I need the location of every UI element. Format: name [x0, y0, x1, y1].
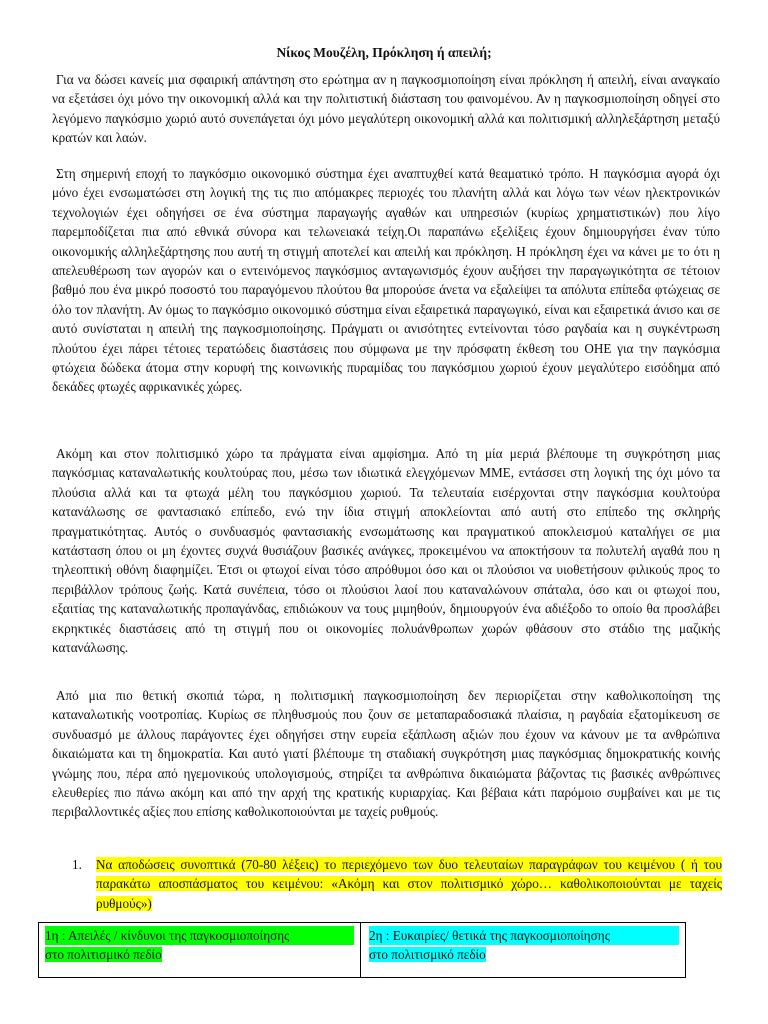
- question-text-block: [96, 855, 722, 913]
- opportunities-highlight: Ευκαιρίες/ θετικά: [392, 928, 487, 943]
- threats-rest: της παγκοσμιοποίησης: [165, 928, 290, 943]
- table-cell-opportunities: [361, 923, 685, 977]
- threats-line-2: στο πολιτισμικό πεδίο: [45, 947, 162, 962]
- opportunities-line-2: στο πολιτισμικό πεδίο: [369, 947, 486, 962]
- threats-line-1: [45, 926, 354, 945]
- opportunities-rest: της παγκοσμιοποίησης: [486, 928, 610, 943]
- paragraph-4: Από μια πιο θετική σκοπιά τώρα, η πολιτισμική παγκοσμιοποίηση δεν περιορίζεται στην καθολικοποίηση της καταναλωτικής νοοτροπίας. Κυρίως σε πληθυσμούς που ζουν σε μεταπαραδοσιακά πλαίσια, η ραγδαία εξατομίκευση σε συνδυασμό με άλλους παράγοντες έχει οδηγήσει στην ευρεία εξάπλωση αξιών που έχουν να κάνουν με τα ανθρώπινα δικαιώματα και τη δημοκρατία. Και αυτό γιατί βλέπουμε τη σταδιακή συγκρότηση μιας παγκόσμιας δημοκρατικής κοινής γνώμης που, πέρα από ηγεμονικούς υπολογισμούς, στηρίζει τα ανθρώπινα δικαιώματα βάζοντας τις βασικές ανθρώπινες ελευθερίες πιο πάνω ακόμη και από την αρχή της κρατικής κυριαρχίας. Και βέβαια κάτι παρόμοιο συμβαίνει και με τις περιβαλλοντικές αξίες που επίσης καθολικοποιούνται με ταχείς ρυθμούς.: [52, 688, 720, 820]
- paragraph-1: Για να δώσει κανείς μια σφαιρική απάντηση στο ερώτημα αν η παγκοσμιοποίηση είναι πρόκληση ή απειλή, είναι αναγκαίο να εξετάσει όχι μόνο την οικονομική αλλά και την πολιτιστική διάσταση του φαινομένου. Αν η παγκοσμιοποίηση οδηγεί στο λεγόμενο παγκόσμιο χωριό αυτό συνεπάγεται όχι μόνο μεγαλύτερη οικονομική αλλά και πολιτισμική αλληλεξάρτηση μεταξύ κρατών και λαών.: [52, 72, 720, 146]
- threats-prefix: 1η :: [45, 928, 66, 943]
- opportunities-line-1: [369, 926, 679, 945]
- paragraph-2: Στη σημερινή εποχή το παγκόσμιο οικονομικό σύστημα έχει αναπτυχθεί κατά θεαματικό τρόπο. Η παγκόσμια αγορά όχι μόνο έχει ενσωματώσει στη λογική της τις πιο απόμακρες περιοχές του πλανήτη αλλά και λόγω των νέων ηλεκτρονικών τεχνολογιών έχει οδηγήσει σε ένα σύστημα παραγωγής αγαθών και υπηρεσιών (κυρίως χρηματιστικών) που λίγο παρεμποδίζεται πια από εθνικά σύνορα και τελωνειακά τείχη.Οι παραπάνω εξελίξεις έχουν δημιουργήσει έναν τύπο οικονομικής αλληλεξάρτησης που αυτή τη στιγμή αποτελεί και απειλή και πρόκληση. Η πρόκληση έχει να κάνει με το ότι η απελευθέρωση των αγορών και ο εντεινόμενος παγκόσμιος ανταγωνισμός έχουν αυξήσει την παραγωγικότητα σε τέτοιον βαθμό που ένα μικρό ποσοστό του παραγόμενου πλούτου θα μπορούσε άνετα να εξαλείψει τα απόλυτα επίπεδα φτώχειας σε όλο τον πλανήτη. Αν όμως το παγκόσμιο οικονομικό σύστημα είναι εξαιρετικά παραγωγικό, είναι και εξαιρετικά άνισο και σε αυτό συνίσταται η απειλή της παγκοσμιοποίησης. Πράγματι οι ανισότητες εντείνονται τόσο ραγδαία και η συγκέντρωση πλούτου έχει πάρει τέτοιες τερατώδεις διαστάσεις που σύμφωνα με την πρόσφατη έκθεση του ΟΗΕ για την παγκόσμια φτώχεια δώδεκα άτομα στην κορυφή της κοινωνικής πυραμίδας του παγκόσμιου χωριού έχουν μεγαλύτερο εισόδημα από δεκάδες φτωχές αφρικανικές χώρες.: [52, 166, 720, 395]
- threats-highlight: Απειλές / κίνδυνοι: [68, 928, 166, 943]
- page-title: Νίκος Μουζέλη, Πρόκληση ή απειλή;: [276, 45, 492, 60]
- table-cell-threats: [39, 923, 361, 977]
- question-number: 1.: [72, 857, 82, 872]
- opportunities-prefix: 2η :: [369, 928, 390, 943]
- question-text: Να αποδώσεις συνοπτικά (70-80 λέξεις) το περιεχόμενο των δυο τελευταίων παραγράφων του κειμένου ( ή του παρακάτω αποσπάσματος του κειμένου: «Ακόμη και στον πολιτισμικό χώρο… καθολικοποιούνται με ταχείς ρυθμούς»): [96, 857, 722, 911]
- answer-table: [38, 922, 686, 978]
- paragraph-3: Ακόμη και στον πολιτισμικό χώρο τα πράγματα είναι αμφίσημα. Από τη μία μεριά βλέπουμε τη συγκρότηση μιας παγκόσμιας καταναλωτικής κουλτούρας που, μέσω των ιδιωτικά ελεγχόμενων ΜΜΕ, εντάσσει στη λογική της όχι μόνο τα πλούσια αλλά και τα φτωχά μέλη του παγκόσμιου χωριού. Τα τελευταία εισέρχονται στην παγκόσμια κουλτούρα κατανάλωσης σε φαντασιακό επίπεδο, ενώ την ίδια στιγμή αποκλείονται από αυτή στο επίπεδο της σκληρής πραγματικότητας. Αυτός ο συνδυασμός φαντασιακής ενσωμάτωσης και πραγματικού αποκλεισμού καταλήγει σε μια κατάσταση όπου οι μη έχοντες συχνά θυσιάζουν βασικές ανάγκες, προκειμένου να αποκτήσουν τα πολυτελή αγαθά που η τηλεοπτική οθόνη διαφημίζει. Έτσι οι φτωχοί είναι τόσο απρόθυμοι όσο και οι πλούσιοι να υιοθετήσουν φιλικούς προς το περιβάλλον τρόπους ζωής. Κατά συνέπεια, τόσο οι πλούσιοι λαοί που καταναλώνουν σπάταλα, όσο και οι φτωχοί που, εξαιτίας της καταναλωτικής προπαγάνδας, επιδιώκουν να τους μιμηθούν, δημιουργούν ένα αδιέξοδο το οποίο θα προσλάβει εκρηκτικές διαστάσεις από τη στιγμή που οι οικονομίες πολυάνθρωπων χωρών φθάσουν στο στάδιο της μαζικής κατανάλωσης.: [52, 446, 720, 656]
